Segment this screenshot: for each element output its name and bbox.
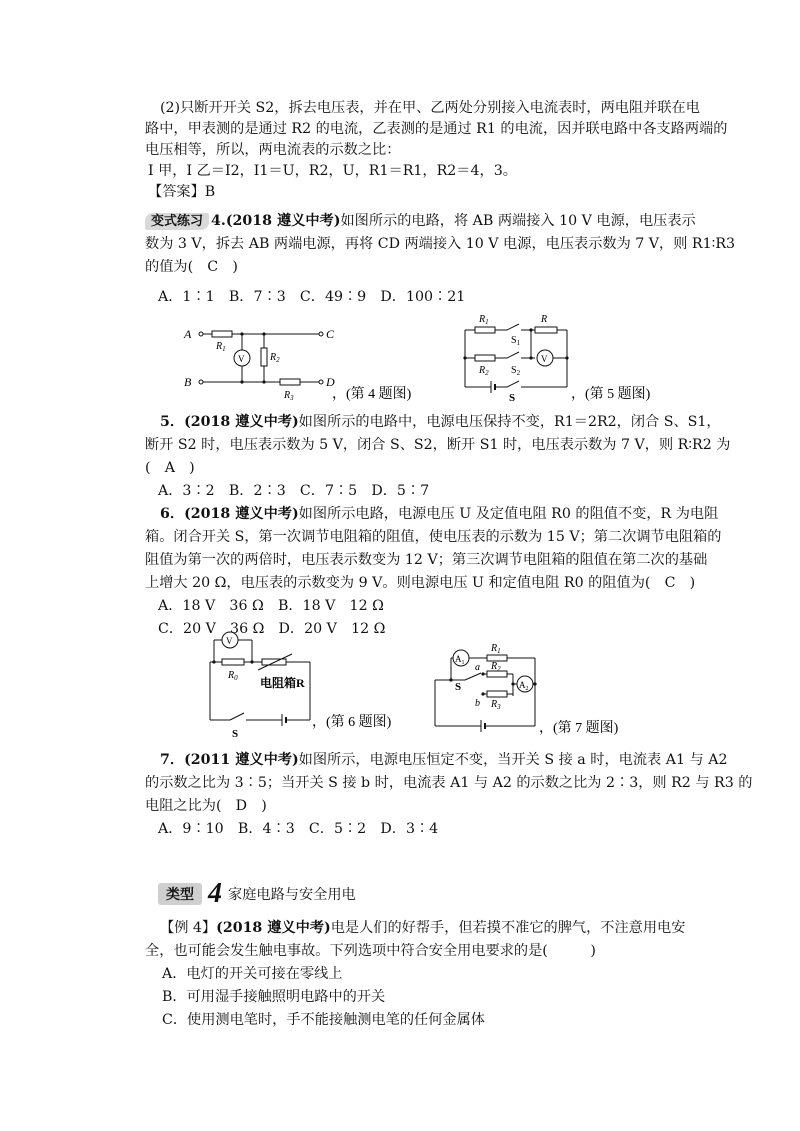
answer-value: B bbox=[204, 184, 216, 200]
q4-text-3: 的值为( C ) bbox=[145, 259, 238, 275]
fig7-ammeter-2-label: $A_2$ bbox=[519, 680, 529, 692]
q7-text-3: 电阻之比为( D ) bbox=[145, 798, 267, 814]
fig6-caption: ，(第 6 题图) bbox=[312, 715, 392, 730]
answer-line bbox=[148, 182, 215, 202]
fig7-label-R1: $R_1$ bbox=[491, 643, 501, 655]
q7-text-1: 如图所示，电源电压恒定不变，当开关 S 接 a 时，电流表 A1 与 A2 bbox=[298, 752, 728, 768]
ex4-source: (2018 遵义中考) bbox=[216, 920, 331, 936]
q6-source: (2018 遵义中考) bbox=[184, 506, 299, 522]
q4-text-2: 数为 3 V，拆去 AB 两端电源，再将 CD 两端接入 10 V 电源，电压表示数为 7 V，则 R1∶R3 bbox=[145, 236, 736, 252]
practice-badge: 变式练习 bbox=[145, 213, 209, 230]
fig5-label-S: S bbox=[509, 392, 516, 404]
q4-options: A．1∶1 B．7∶3 C．49∶9 D．100∶21 bbox=[158, 289, 466, 305]
q5-text-2: 断开 S2 时，电压表示数为 5 V，闭合 S、S2，断开 S1 时，电压表示数为 7 V，则 R∶R2 为 bbox=[145, 437, 731, 453]
figure-5-circuit bbox=[455, 312, 705, 404]
ex4-option-c: C．使用测电笔时，手不能接触测电笔的任何金属体 bbox=[162, 1012, 485, 1028]
label-D: D bbox=[326, 375, 335, 389]
figure-6-circuit bbox=[200, 628, 420, 738]
fig6-label-S: S bbox=[232, 728, 239, 738]
q7-source: (2011 遵义中考) bbox=[184, 752, 299, 768]
solution-line-4: I 甲，I 乙＝I2，I1＝U，R2，U，R1＝R1，R2＝4，3。 bbox=[148, 163, 517, 179]
type-number: 4 bbox=[208, 878, 222, 909]
fig5-label-S2: $S_2$ bbox=[511, 365, 521, 377]
ex4-option-b: B．可用湿手接触照明电路中的开关 bbox=[162, 989, 386, 1005]
q5-source: (2018 遵义中考) bbox=[184, 414, 299, 430]
answer-label: 【答案】 bbox=[148, 184, 205, 200]
label-A: A bbox=[184, 327, 192, 341]
type-4-header bbox=[158, 880, 356, 908]
q5-text-1: 如图所示的电路中，电源电压保持不变，R1＝2R2，闭合 S、S1， bbox=[298, 414, 721, 430]
fig6-resistance-box-label: 电阻箱R bbox=[260, 676, 305, 690]
q6-options-1: A．18 V 36 Ω B．18 V 12 Ω bbox=[158, 598, 384, 614]
ex4-text-2: 全，也可能会发生触电事故。下列选项中符合安全用电要求的是( ) bbox=[145, 943, 596, 959]
question-5-line-1 bbox=[160, 412, 721, 432]
fig5-label-S1: $S_1$ bbox=[511, 335, 521, 347]
q6-text-1: 如图所示电路，电源电压 U 及定值电阻 R0 的阻值不变，R 为电阻 bbox=[298, 506, 719, 522]
fig7-ammeter-1-label: $A_1$ bbox=[455, 654, 465, 666]
fig5-label-R1: $R_1$ bbox=[479, 314, 489, 326]
q4-text-1: 如图所示的电路，将 AB 两端接入 10 V 电源，电压表示 bbox=[340, 213, 696, 229]
voltmeter-label: V bbox=[238, 354, 245, 364]
fig4-caption: ，(第 4 题图) bbox=[332, 387, 412, 402]
fig5-label-R2: $R_2$ bbox=[479, 365, 489, 377]
fig5-voltmeter-label: V bbox=[541, 354, 548, 364]
q7-text-2: 的示数之比为 3∶5；当开关 S 接 b 时，电流表 A1 与 A2 的示数之比为 2∶3，则 R2 与 R3 的 bbox=[145, 775, 753, 791]
fig7-label-b: b bbox=[475, 698, 480, 709]
label-C: C bbox=[326, 327, 335, 341]
figure-7-circuit bbox=[425, 640, 705, 738]
fig7-label-R2: $R_2$ bbox=[491, 661, 501, 673]
example-4-line-1 bbox=[160, 918, 685, 938]
question-6-line-1 bbox=[160, 504, 718, 524]
q5-number: 5． bbox=[160, 414, 185, 430]
figure-4-circuit bbox=[180, 322, 420, 404]
type-box: 类型 bbox=[158, 883, 202, 905]
solution-line-3: 电压相等，所以，两电流表的示数之比： bbox=[145, 142, 401, 158]
fig7-caption: ，(第 7 题图) bbox=[539, 721, 619, 736]
fig6-label-R0: $R_0$ bbox=[228, 670, 238, 682]
q6-text-2: 箱。闭合开关 S，第一次调节电阻箱的阻值，使电压表的示数为 15 V；第二次调节电阻箱的 bbox=[145, 529, 722, 545]
fig7-label-R3: $R_3$ bbox=[491, 699, 501, 711]
q4-number: 4. bbox=[211, 213, 226, 229]
label-R2: $R_2$ bbox=[270, 352, 280, 364]
solution-line-2: 路中，甲表测的是通过 R2 的电流，乙表测的是通过 R1 的电流，因并联电路中各支路两端的 bbox=[145, 121, 728, 137]
type-title: 家庭电路与安全用电 bbox=[228, 887, 356, 903]
fig5-label-R: R bbox=[541, 314, 548, 325]
q7-options: A．9∶10 B．4∶3 C．5∶2 D．3∶4 bbox=[158, 821, 439, 837]
fig7-label-a: a bbox=[475, 662, 480, 673]
q6-options-2: C．20 V 36 Ω D．20 V 12 Ω bbox=[158, 621, 386, 637]
q4-source: (2018 遵义中考) bbox=[225, 213, 341, 229]
q5-options: A．3∶2 B．2∶3 C．7∶5 D．5∶7 bbox=[158, 483, 430, 499]
q7-number: 7． bbox=[160, 752, 185, 768]
ex4-text-1: 电是人们的好帮手，但若摸不准它的脾气，不注意用电安 bbox=[330, 920, 686, 936]
label-B: B bbox=[184, 375, 192, 389]
question-7-line-1 bbox=[160, 750, 727, 770]
q6-text-3: 阻值为第一次的两倍时，电压表示数变为 12 V；第三次调节电阻箱的阻值在第二次的基础 bbox=[145, 552, 708, 568]
ex4-option-a: A．电灯的开关可接在零线上 bbox=[162, 966, 343, 982]
question-4-line-1 bbox=[145, 211, 696, 231]
solution-line-1: (2)只断开开关 S2，拆去电压表，并在甲、乙两处分别接入电流表时，两电阻并联在电 bbox=[160, 100, 700, 116]
label-R1: $R_1$ bbox=[216, 341, 226, 353]
ex4-label: 【例 4】 bbox=[160, 920, 217, 936]
q6-number: 6． bbox=[160, 506, 185, 522]
q5-text-3: ( A ) bbox=[145, 460, 195, 476]
fig5-caption: ，(第 5 题图) bbox=[571, 387, 651, 402]
label-R3: $R_3$ bbox=[284, 390, 294, 402]
fig6-voltmeter-label: V bbox=[226, 636, 233, 646]
q6-text-4: 上增大 20 Ω，电压表的示数变为 9 V。则电源电压 U 和定值电阻 R0 的阻值为( C ) bbox=[145, 575, 696, 591]
fig7-label-S: S bbox=[455, 681, 462, 693]
